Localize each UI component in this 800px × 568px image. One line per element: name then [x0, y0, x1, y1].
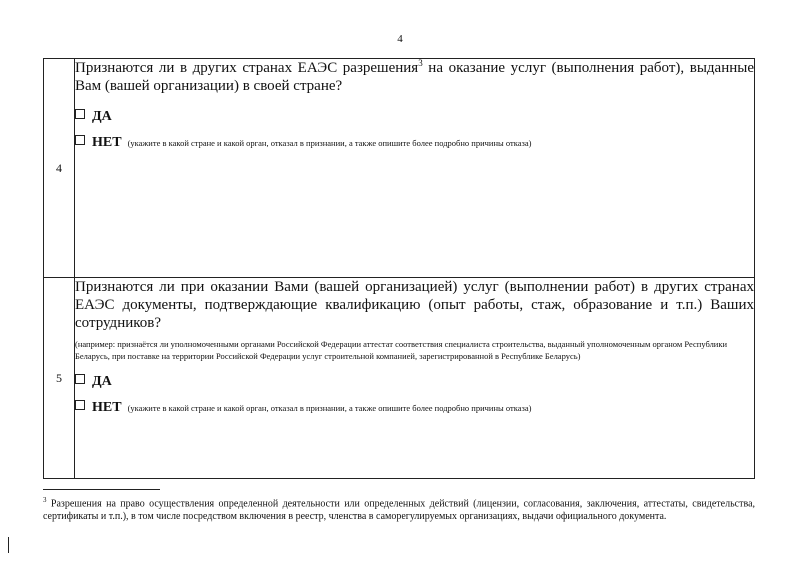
question-number: 4	[44, 59, 75, 278]
footnote-divider	[43, 489, 160, 490]
option-yes-label: ДА	[92, 374, 112, 389]
question-cell	[75, 278, 755, 479]
option-yes[interactable]	[75, 374, 754, 390]
question-text: Признаются ли при оказании Вами (вашей организацией) услуг (выполнении работ) в других странах ЕАЭС документы, подтверждающие квалификацию (опыт работы, стаж, образование и т.п.) Ваших сотрудников?	[75, 279, 754, 331]
footnote-ref: 3	[418, 58, 423, 68]
checkbox-yes[interactable]	[75, 374, 85, 384]
margin-mark	[8, 537, 9, 553]
option-no[interactable]	[75, 135, 754, 151]
option-yes-label: ДА	[92, 109, 112, 124]
question-row-5	[44, 278, 755, 479]
checkbox-yes[interactable]	[75, 109, 85, 119]
questionnaire-table	[43, 58, 755, 479]
question-note: (например: признаётся ли уполномоченными органами Российской Федерации аттестат соответствия специалиста строительства, выданный уполномоченным органом Республики Беларусь, при поставке на территории Российской Федерации услуг строительной компанией, зарегистрированной в Республике Беларусь)	[75, 339, 728, 361]
option-no-hint: (укажите в какой стране и какой орган, отказал в признании, а также опишите более подробно причины отказа)	[127, 403, 532, 413]
footnote-text: Разрешения на право осуществления определенной деятельности или определенных действий (лицензии, согласования, заключения, аттестаты, свидетельства, сертификаты и т.п.), в том числе посредством включения в реестр, членства в саморегулируемых организациях, выдачи официального документа.	[43, 498, 756, 523]
checkbox-no[interactable]	[75, 135, 85, 145]
option-no[interactable]	[75, 400, 754, 416]
footnote-marker: 3	[43, 496, 47, 504]
option-yes[interactable]	[75, 109, 754, 125]
question-number: 5	[44, 278, 75, 479]
option-no-label: НЕТ	[92, 135, 122, 150]
question-row-4	[44, 59, 755, 278]
question-cell	[75, 59, 755, 278]
option-no-hint: (укажите в какой стране и какой орган, отказал в признании, а также опишите более подробно причины отказа)	[127, 138, 532, 148]
option-no-label: НЕТ	[92, 400, 122, 415]
page-number: 4	[397, 33, 403, 45]
footnote	[43, 494, 755, 523]
checkbox-no[interactable]	[75, 400, 85, 410]
question-text: Признаются ли в других странах ЕАЭС разрешения$^3$ на оказание услуг (выполнения работ), выданные Вам (вашей организации) в своей стране?	[75, 58, 754, 94]
